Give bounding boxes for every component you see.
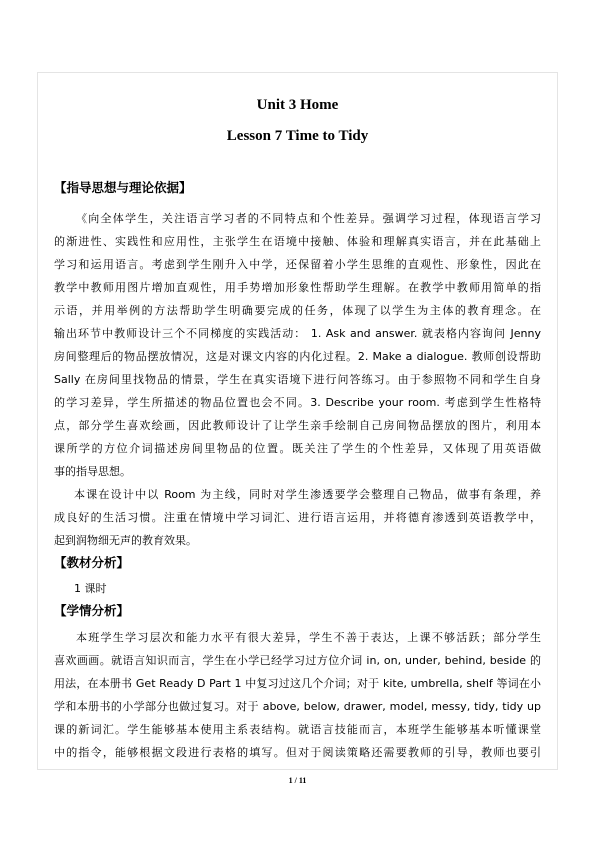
paragraph-line: Sally 在房间里找物品的情景，学生在真实语境下进行问答练习。由于参照物不同和学生自身 bbox=[54, 373, 541, 386]
paragraph-line: 中的指令，能够根据文段进行表格的填写。但对于阅读策略还需要教师的引导，教师也要引 bbox=[54, 746, 541, 759]
paragraph-line: 事的指导思想。 bbox=[54, 465, 131, 478]
paragraph-line: 本班学生学习层次和能力水平有很大差异，学生不善于表达，上课不够活跃；部分学生 bbox=[76, 631, 541, 644]
paragraph-line: 用法，在本册书 Get Ready D Part 1 中复习过这几个介词；对于 kite, umbrella, shelf 等词在小 bbox=[54, 677, 541, 690]
paragraph-line: 教学中教师用图片增加直观性，用手势增加形象性帮助学生理解。在教学中教师用简单的指 bbox=[54, 281, 541, 294]
paragraph-line: 课所学的方位介词描述房间里物品的位置。既关注了学生的个性差异，又体现了用英语做 bbox=[54, 442, 541, 455]
paragraph-line: 示语，并用举例的方法帮助学生明确要完成的任务，体现了以学生为主体的教育理念。在 bbox=[54, 304, 541, 317]
section-heading-material-analysis: 【教材分析】 bbox=[54, 555, 130, 570]
paragraph-line: 1 课时 bbox=[74, 582, 107, 595]
paragraph-line: 课的新词汇。学生能够基本使用主系表结构。就语言技能而言，本班学生能够基本听懂课堂 bbox=[54, 723, 541, 736]
section-heading-student-analysis: 【学情分析】 bbox=[54, 603, 130, 618]
paragraph-line: 学和本册书的小学部分也做过复习。对于 above, below, drawer, model, messy, tidy, tidy up bbox=[54, 700, 541, 713]
paragraph-line: 成良好的生活习惯。注重在情境中学习词汇、进行语言运用，并将德育渗透到英语教学中， bbox=[54, 511, 541, 524]
paragraph-line: 起到润物细无声的教育效果。 bbox=[54, 534, 197, 547]
paragraph-line: 学习和运用语言。考虑到学生刚升入中学，还保留着小学生思维的直观性、形象性，因此在 bbox=[54, 258, 541, 271]
paragraph-line: 《向全体学生，关注语言学习者的不同特点和个性差异。强调学习过程，体现语言学习 bbox=[76, 212, 541, 225]
paragraph-line: 房间整理后的物品摆放情况，这是对课文内容的内化过程。2. Make a dialogue. 教师创设帮助 bbox=[54, 350, 541, 363]
document-subtitle: Lesson 7 Time to Tidy bbox=[226, 128, 369, 144]
paragraph-line: 的渐进性、实践性和应用性，主张学生在语境中接触、体验和理解真实语言，并在此基础上 bbox=[54, 235, 541, 248]
page-number: 1 / 11 bbox=[288, 776, 307, 785]
document-title: Unit 3 Home bbox=[256, 97, 339, 113]
section-heading-guiding-thought: 【指导思想与理论依据】 bbox=[54, 180, 192, 195]
paragraph-line: 本课在设计中以 Room 为主线，同时对学生渗透要学会整理自己物品，做事有条理，养 bbox=[74, 488, 541, 501]
paragraph-line: 的学习差异，学生所描述的物品位置也会不同。3. Describe your room. 考虑到学生性格特 bbox=[54, 396, 541, 409]
paragraph-line: 喜欢画画。就语言知识而言，学生在小学已经学习过方位介词 in, on, under, behind, beside 的 bbox=[54, 654, 541, 667]
paragraph-line: 输出环节中教师设计三个不同梯度的实践活动： 1. Ask and answer. 就表格内容询问 Jenny bbox=[54, 327, 541, 340]
paragraph-line: 点，部分学生喜欢绘画，因此教师设计了让学生亲手绘制自己房间物品摆放的图片，利用本 bbox=[54, 419, 541, 432]
